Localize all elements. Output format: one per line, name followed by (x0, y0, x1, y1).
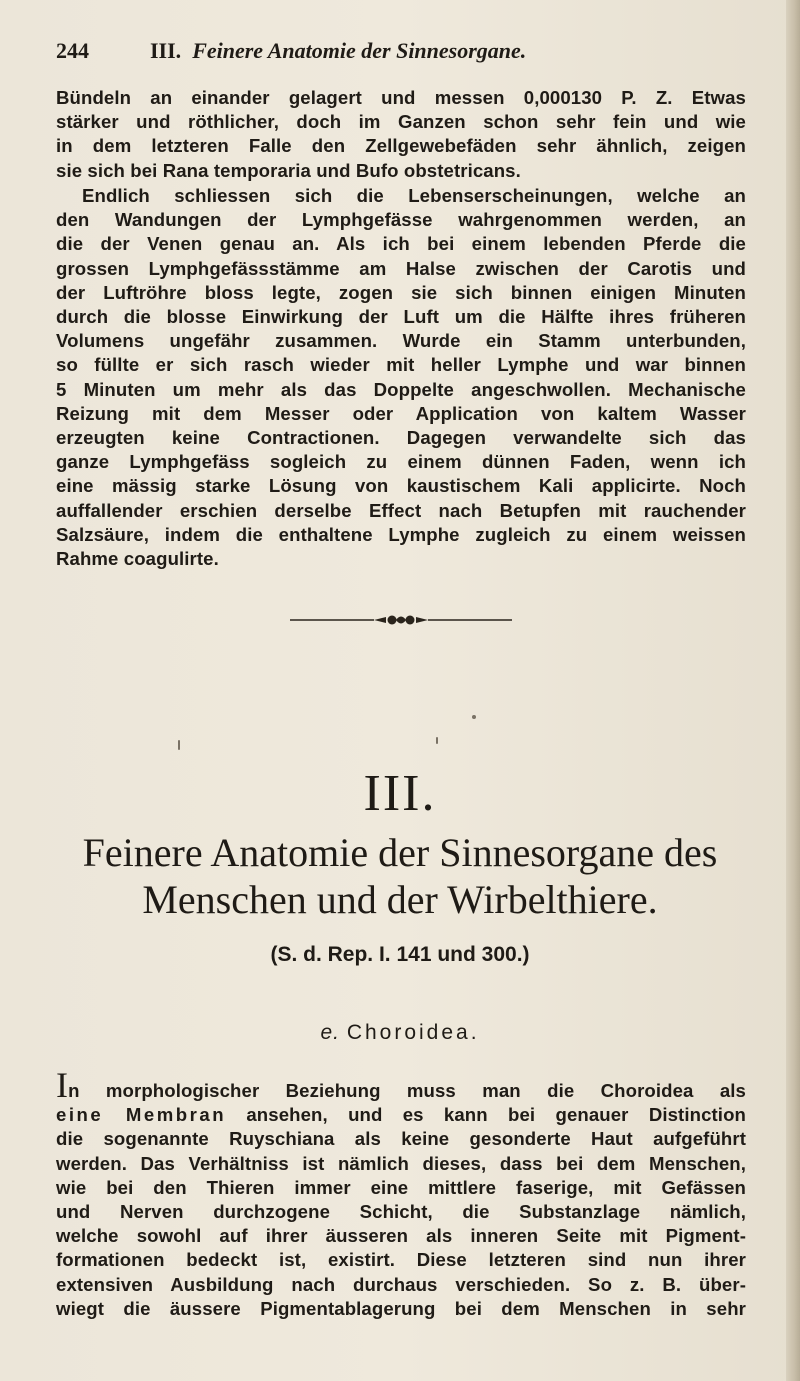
text-line: den Wandungen der Lymphgefässe wahrgenommen werden, an (56, 209, 746, 231)
paragraph-lymph-vessel-experiments (56, 184, 746, 571)
text-line: Salzsäure, indem die enthaltene Lymphe zugleich zu einem weissen (56, 523, 746, 545)
text-line: und Nerven durchzogene Schicht, die Substanzlage nämlich, (56, 1201, 746, 1223)
section-divider-ornament (290, 612, 512, 628)
text-line: 5 Minuten um mehr als das Doppelte angeschwollen. Mechanische (56, 378, 746, 400)
section-name: Choroidea. (346, 1021, 480, 1044)
running-head-numeral: III. (150, 38, 182, 63)
chapter-reference: (S. d. Rep. I. 141 und 300.) (270, 943, 530, 966)
text-line: auffallender erschien derselbe Effect nach Betupfen mit rauchender (56, 499, 746, 521)
text-line: Rahme coagulirte. (56, 548, 219, 570)
running-head-title (150, 38, 526, 64)
drop-cap: I (56, 1065, 69, 1105)
text-line-second (56, 1103, 746, 1127)
section-heading (0, 1021, 800, 1045)
text-line: wiegt die äussere Pigmentablagerung bei dem Menschen in sehr (56, 1297, 746, 1319)
text-line: so füllte er sich rasch wieder mit heller Lymphe und war binnen (56, 354, 746, 376)
text-line: grossen Lymphgefässstämme am Halse zwischen der Carotis und (56, 257, 746, 279)
paper-speck (472, 715, 476, 719)
paper-speck (436, 737, 438, 744)
text-line: eine mässig starke Lösung von kaustischem Kali applicirte. Noch (56, 475, 746, 497)
text-line: extensiven Ausbildung nach durchaus verschieden. So z. B. über- (56, 1273, 746, 1295)
text-line: stärker und röthlicher, doch im Ganzen schon sehr fein und wie (56, 111, 746, 133)
text-line: durch die blosse Einwirkung der Luft um die Hälfte ihres früheren (56, 306, 746, 328)
text-line: die der Venen genau an. Als ich bei einem lebenden Pferde die (56, 233, 746, 255)
text-line: die sogenannte Ruyschiana als keine gesonderte Haut aufgeführt (56, 1128, 746, 1150)
text-line: in dem letzteren Falle den Zellgewebefäden sehr ähnlich, zeigen (56, 135, 746, 157)
text-line: werden. Das Verhältniss ist nämlich dieses, dass bei dem Menschen, (56, 1152, 746, 1174)
text-line: der Luftröhre bloss legte, zogen sie sich binnen einigen Minuten (56, 281, 746, 303)
text-line: Reizung mit dem Messer oder Application von kaltem Wasser (56, 402, 746, 424)
first-line-text: n morphologischer Beziehung muss man die Choroidea als (68, 1080, 746, 1101)
text-line: Bündeln an einander gelagert und messen 0,000130 P. Z. Etwas (56, 87, 746, 108)
text-line: welche sowohl auf ihrer äusseren als inneren Seite mit Pigment- (56, 1225, 746, 1247)
text-line-first (56, 1065, 746, 1105)
text-line: formationen bedeckt ist, existirt. Diese letzteren sind nun ihrer (56, 1249, 746, 1271)
text-line: sie sich bei Rana temporaria und Bufo obstetricans. (56, 159, 521, 181)
running-head (40, 38, 760, 68)
text-line: erzeugten keine Contractionen. Dagegen verwandelte sich das (56, 427, 746, 449)
chapter-title-line-1: Feinere Anatomie der Sinnesorgane des (82, 830, 718, 875)
text-line: ganze Lymphgefäss sogleich zu einem dünnen Faden, wenn ich (56, 451, 746, 473)
paragraph-choroidea (56, 1065, 746, 1321)
chapter-numeral: III. (363, 765, 437, 822)
text-line: wie bei den Thieren immer eine mittlere faserige, mit Gefässen (56, 1176, 746, 1198)
page-number: 244 (56, 38, 89, 63)
chapter-title-line-2: Menschen und der Wirbelthiere. (142, 877, 658, 922)
paper-speck (178, 740, 180, 750)
running-head-text: Feinere Anatomie der Sinnesorgane. (192, 38, 527, 63)
section-letter: e. (320, 1021, 340, 1044)
emphasized-phrase: eine Membran (56, 1104, 227, 1126)
page-edge-shadow (786, 0, 800, 1381)
paragraph-lymphatic-bundles (56, 86, 746, 183)
second-line-text: ansehen, und es kann bei genauer Distinction (226, 1104, 746, 1126)
text-line: Volumens ungefähr zusammen. Wurde ein Stamm unterbunden, (56, 330, 746, 352)
text-line: Endlich schliessen sich die Lebenserscheinungen, welche an (82, 185, 746, 206)
